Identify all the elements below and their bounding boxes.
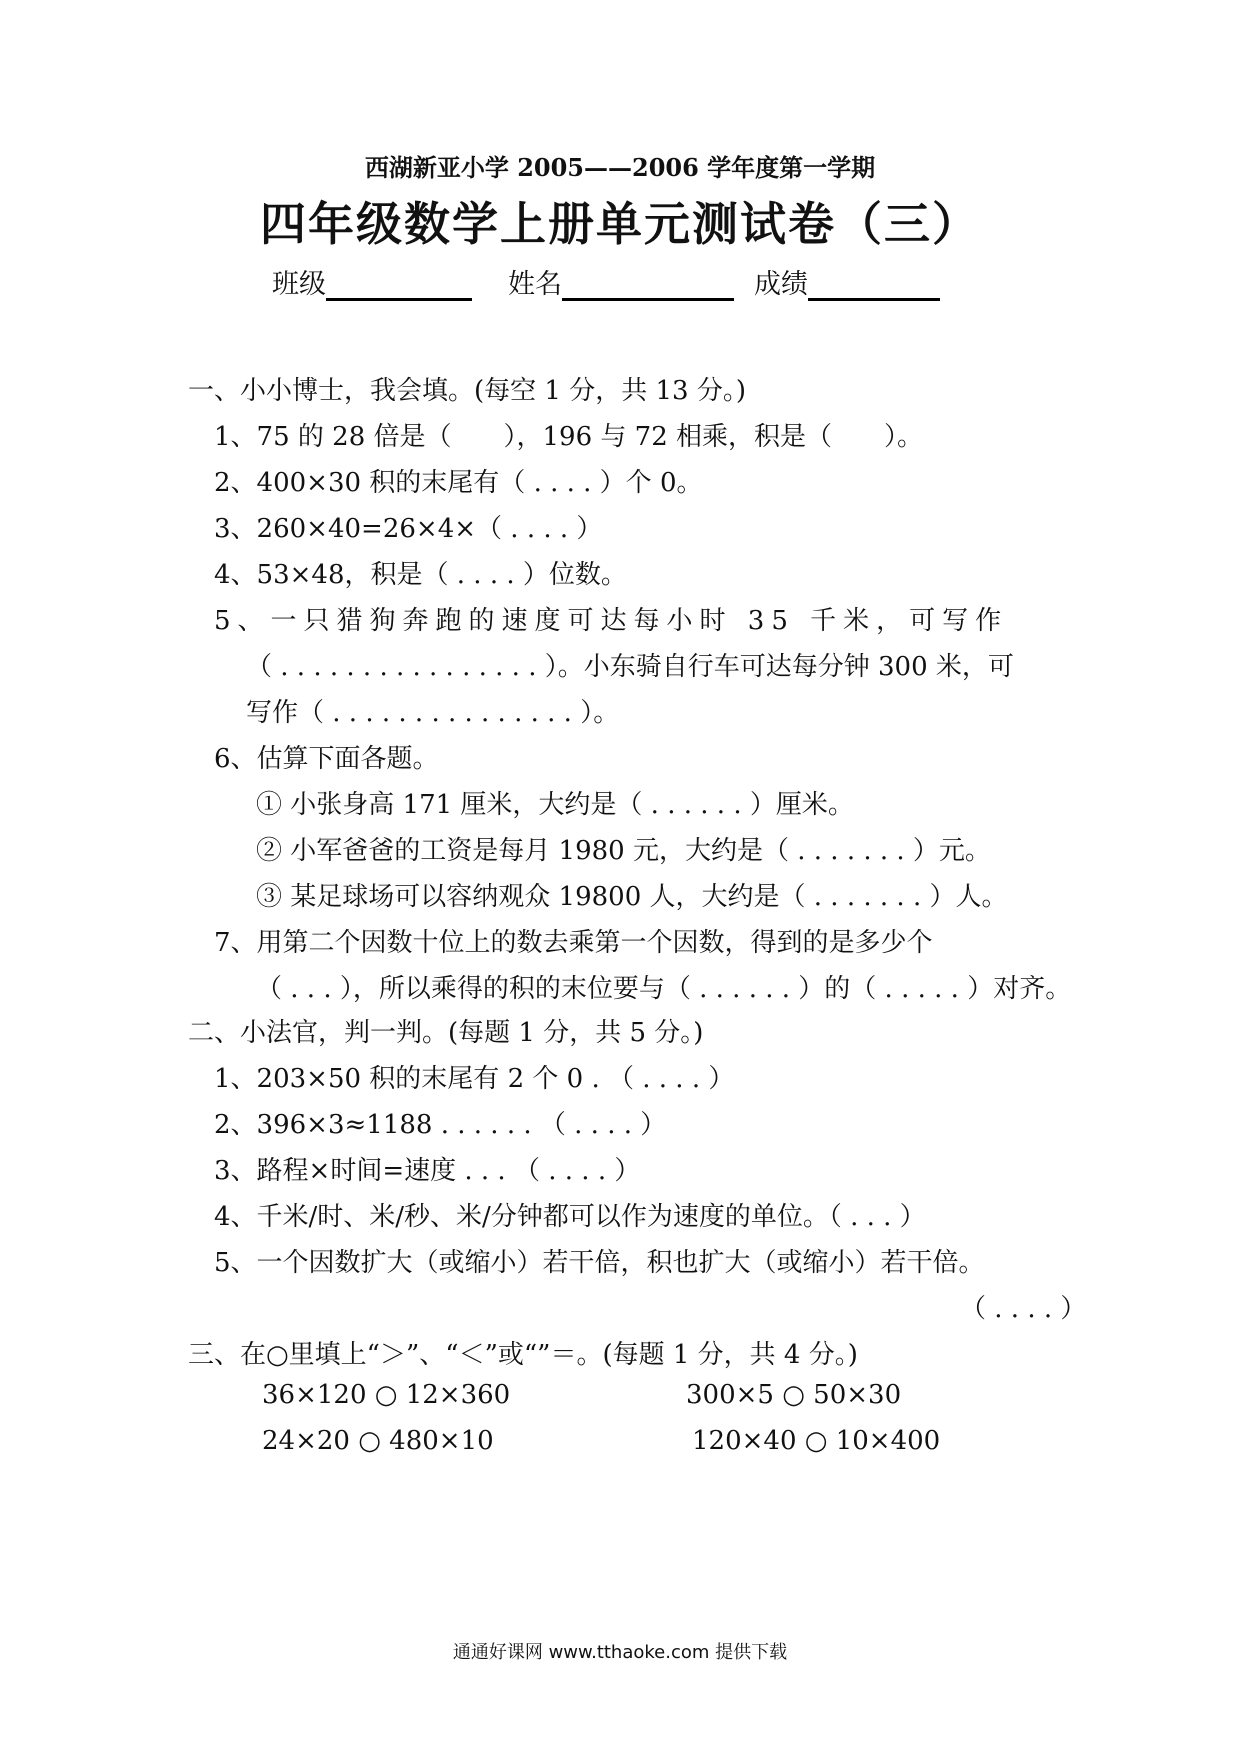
- exam-title: 四年级数学上册单元测试卷（三）: [260, 197, 980, 251]
- s2-question-3: 3、路程×时间=速度 . . . （ . . . . ）: [214, 1156, 641, 1186]
- name-field: [508, 262, 734, 301]
- s2-question-5: 5、一个因数扩大（或缩小）若干倍，积也扩大（或缩小）若干倍。: [214, 1248, 985, 1278]
- s2-question-4: 4、千米/时、米/秒、米/分钟都可以作为速度的单位。（ . . . ）: [214, 1202, 926, 1232]
- s1-question-7-line1: 7、用第二个因数十位上的数去乘第一个因数，得到的是多少个: [214, 928, 933, 958]
- s1-question-5-line2: （ . . . . . . . . . . . . . . . . ）。小东骑自行车可达每分钟 300 米，可: [246, 652, 1014, 682]
- s1-question-5-line3: 写作（ . . . . . . . . . . . . . . . ）。: [246, 698, 620, 728]
- s1-question-1: 1、75 的 28 倍是（ ），196 与 72 相乘，积是（ ）。: [214, 422, 924, 452]
- s1-question-4: 4、53×48，积是（ . . . . ）位数。: [214, 560, 627, 590]
- name-blank: [562, 272, 734, 301]
- s1-question-2: 2、400×30 积的末尾有（ . . . . ）个 0。: [214, 468, 703, 498]
- s3-comparison-4: 120×40 ○ 10×400: [692, 1426, 941, 1456]
- class-label: 班级: [272, 269, 326, 300]
- s2-question-2: 2、396×3≈1188 . . . . . . （ . . . . ）: [214, 1110, 667, 1140]
- name-label: 姓名: [508, 269, 562, 300]
- s1-question-7-line2: （ . . . ），所以乘得的积的末位要与（ . . . . . . ）的（ . . . . . ）对齐。: [256, 974, 1072, 1004]
- exam-subtitle: 西湖新亚小学 2005——2006 学年度第一学期: [364, 153, 876, 182]
- section1-heading: 一、小小博士，我会填。(每空 1 分，共 13 分。): [188, 376, 746, 406]
- score-blank: [808, 272, 940, 301]
- s2-question-5-answer: （ . . . . ）: [960, 1294, 1087, 1324]
- s1-question-6-2: ② 小军爸爸的工资是每月 1980 元，大约是（ . . . . . . . ）元。: [256, 836, 991, 866]
- s3-comparison-3: 24×20 ○ 480×10: [262, 1426, 494, 1456]
- class-field: [272, 262, 472, 301]
- s1-question-5-line1: 5、一只猎狗奔跑的速度可达每小时 35 千米，可写作: [214, 606, 1009, 636]
- section2-heading: 二、小法官，判一判。(每题 1 分，共 5 分。): [188, 1018, 704, 1048]
- class-blank: [326, 272, 472, 301]
- section3-heading: 三、在○里填上“＞”、“＜”或“”＝。(每题 1 分，共 4 分。): [188, 1340, 858, 1370]
- s1-question-3: 3、260×40=26×4×（ . . . . ）: [214, 514, 603, 544]
- s3-comparison-1: 36×120 ○ 12×360: [262, 1380, 511, 1410]
- s2-question-1: 1、203×50 积的末尾有 2 个 0 . （ . . . . ）: [214, 1064, 735, 1094]
- s1-question-6-3: ③ 某足球场可以容纳观众 19800 人，大约是（ . . . . . . . ）人。: [256, 882, 1008, 912]
- score-field: [754, 262, 940, 301]
- s1-question-6: 6、估算下面各题。: [214, 744, 439, 774]
- score-label: 成绩: [754, 269, 808, 300]
- footer-credit: 通通好课网 www.tthaoke.com 提供下载: [452, 1642, 788, 1663]
- s1-question-6-1: ① 小张身高 171 厘米，大约是（ . . . . . . ）厘米。: [256, 790, 854, 820]
- s3-comparison-2: 300×5 ○ 50×30: [686, 1380, 902, 1410]
